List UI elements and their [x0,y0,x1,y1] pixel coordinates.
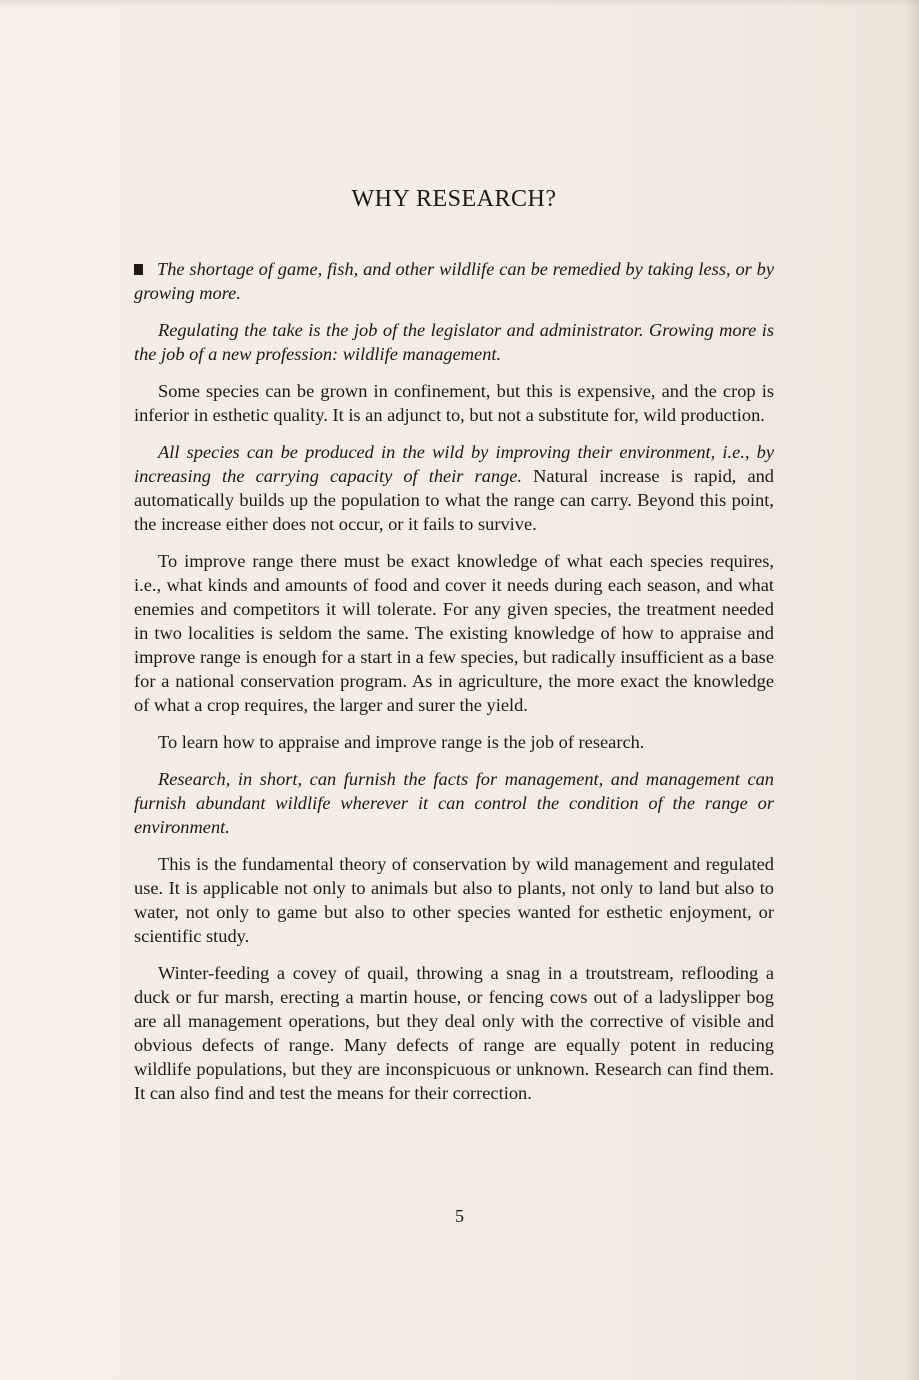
paragraph-6: To learn how to appraise and improve range is the job of research. [158,732,645,752]
page-content [134,186,774,1118]
paragraph-1 [134,257,774,305]
paragraph-9: Winter-feeding a covey of quail, throwing a snag in a troutstream, reflooding a duck or fur marsh, erecting a martin house, or fencing cows out of a ladyslipper bog are all management operations, but they deal only with the corrective of visible and obvious defects of range. Many defects of range are equally potent in reducing wildlife populations, but they are inconspicuous or unknown. Research can find them. It can also find and test the means for their correction. [134,963,774,1103]
paragraph-1-text: The shortage of game, fish, and other wildlife can be remedied by taking less, or by growing more. [134,259,774,303]
paragraph-8: This is the fundamental theory of conservation by wild management and regulated use. It is applicable not only to animals but also to plants, not only to land but also to water, not only to game but also to other species wanted for esthetic enjoyment, or scientific study. [134,854,774,946]
paragraph-5: To improve range there must be exact knowledge of what each species requires, i.e., what kinds and amounts of food and cover it needs during each season, and what enemies and competitors it will tolerate. For any given species, the treatment needed in two localities is seldom the same. The existing knowledge of how to appraise and improve range is enough for a start in a few species, but radically insufficient as a base for a national conservation program. As in agriculture, the more exact the knowledge of what a crop requires, the larger and surer the yield. [134,551,774,715]
page-title: WHY RESEARCH? [351,186,557,212]
paragraph-3: Some species can be grown in confinement, but this is expensive, and the crop is inferior in esthetic quality. It is an adjunct to, but not a substitute for, wild production. [134,381,774,425]
paragraph-2: Regulating the take is the job of the legislator and administrator. Growing more is the job of a new profession: wildlife management. [134,320,774,364]
paragraph-4-roman: Natural increase is rapid, and automatically builds up the population to what the range can carry. Beyond this point, the increase either does not occur, or it fails to survive. [134,466,775,534]
paragraph-7: Research, in short, can furnish the facts for management, and management can furnish abundant wildlife wherever it can control the condition of the range or environment. [134,769,774,837]
page-number: 5 [455,1206,464,1226]
page-right-edge [905,0,919,1380]
square-bullet-icon [134,264,143,275]
paragraph-4-italic: All species can be produced in the wild by improving their environment, i.e., by increasing the carrying capacity of their range. [134,442,774,486]
page-top-edge [0,0,919,6]
paragraph-4 [134,440,774,536]
